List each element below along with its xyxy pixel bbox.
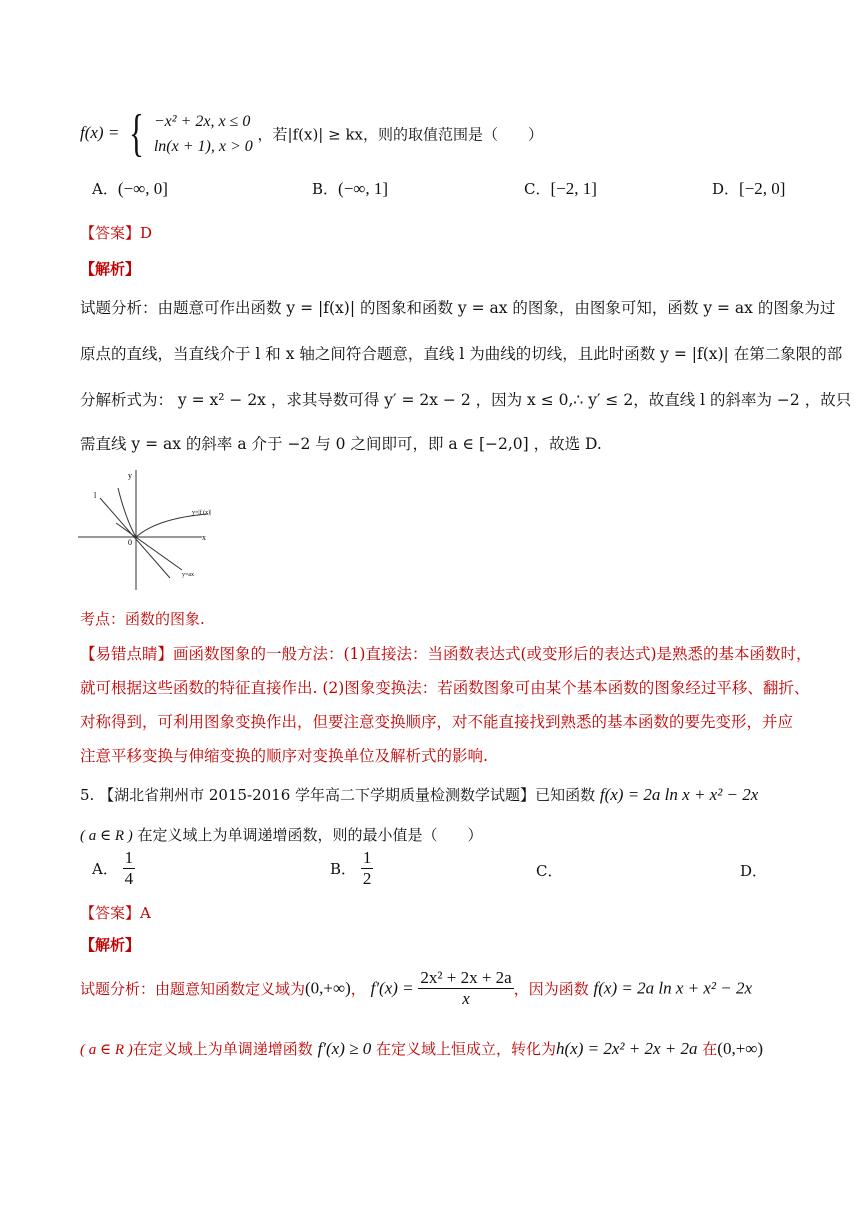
q4-function-definition [80, 105, 544, 162]
line-y-ax [116, 523, 182, 570]
q4-case2: ln(x + 1), x > 0 [153, 138, 253, 155]
domain-condition: ( a ∈ R ) [80, 1042, 133, 1058]
q4-brace: { [129, 105, 145, 162]
q4-answer: 【答案】D [80, 224, 153, 242]
q4-analysis-tag: 【解析】 [80, 260, 141, 278]
q5-analysis-tag: 【解析】 [80, 936, 141, 954]
q5-option-c [536, 860, 562, 881]
q5-answer: 【答案】A [80, 904, 151, 922]
h-function-expr: h(x) = 2x² + 2x + 2a [556, 1039, 698, 1058]
q4-option-b [312, 178, 388, 199]
q4-case1: −x² + 2x, x ≤ 0 [153, 113, 251, 130]
graph-label-y: y [128, 471, 132, 480]
derivative-expr: f′(x) = [370, 978, 414, 998]
option-value: [−2, 0] [739, 179, 786, 198]
q4-analysis-line-3: 分解析式为： y = x² − 2x ，求其导数可得 y′ = 2x − 2 ，因为 x ≤ 0,∴ y′ ≤ 2，故直线 l 的斜率为 −2 ，故只 [80, 391, 852, 409]
domain-expr: (0,+∞) [717, 1039, 764, 1058]
analysis-text: 试题分析：由题意知函数定义域为 [80, 980, 306, 998]
q4-analysis-line-1: 试题分析：由题意可作出函数 y = |f(x)| 的图象和函数 y = ax 的图象，由图象可知，函数 y = ax 的图象为过 [80, 299, 836, 317]
q5-stem-b: 在定义域上为单调递增函数，则的最小值是（ ） [137, 826, 483, 844]
option-label: A． [92, 180, 118, 198]
frac-num: 2x² + 2x + 2a [420, 968, 512, 987]
curve-right [136, 514, 208, 537]
analysis-text: 在定义域上恒成立，转化为 [375, 1040, 556, 1058]
frac-num: 1 [362, 848, 372, 867]
q5-stem-line-1 [80, 784, 758, 805]
frac-den: 4 [124, 869, 134, 888]
option-label: C． [536, 862, 563, 880]
option-label: C． [524, 180, 551, 198]
domain-expr: (0,+∞) [305, 978, 351, 998]
frac-num: 1 [124, 848, 134, 867]
frac-den: x [462, 989, 470, 1008]
graph-label-line: y=ax [182, 572, 195, 578]
q5-function: f(x) = 2a ln x + x² − 2x [599, 785, 759, 804]
option-fraction [361, 848, 374, 889]
q4-func-name: f(x) = [80, 123, 120, 142]
graph-label-l: l [94, 491, 97, 500]
option-fraction [123, 848, 136, 889]
q4-option-a [92, 178, 168, 199]
function-expr: f(x) = 2a ln x + x² − 2x [593, 978, 752, 998]
q4-function-graph [78, 468, 228, 592]
q5-source: 【湖北省荆州市 2015-2016 学年高二下学期质量检测数学试题】 [99, 786, 536, 804]
analysis-text: ，因为函数 [513, 980, 589, 998]
q5-domain-condition: ( a ∈ R ) [80, 828, 133, 844]
q4-yicuo-line-1: 【易错点睛】画函数图象的一般方法：(1)直接法：当函数表达式(或变形后的表达式)是熟悉的基本函数时， [80, 645, 812, 663]
graph-label-origin: 0 [128, 538, 132, 547]
frac-den: 2 [362, 869, 372, 888]
q4-analysis-line-2: 原点的直线，当直线介于 l 和 x 轴之间符合题意，直线 l 为曲线的切线，且此时函数 y = |f(x)| 在第二象限的部 [80, 345, 843, 363]
inequality-expr: f′(x) ≥ 0 [317, 1039, 372, 1058]
q5-analysis-line-1 [80, 968, 752, 1009]
option-label: B． [330, 860, 357, 878]
q5-stem-line-2 [80, 824, 483, 845]
option-value: (−∞, 1] [338, 179, 389, 198]
q4-analysis-line-4: 需直线 y = ax 的斜率 a 介于 −2 与 0 之间即可，即 a ∈ [−2,0] ，故选 D. [80, 435, 602, 453]
option-label: D． [712, 180, 740, 198]
option-value: (−∞, 0] [117, 179, 168, 198]
option-value: [−2, 1] [550, 179, 597, 198]
q5-number: 5. [80, 786, 95, 804]
q4-yicuo-line-3: 对称得到，可利用图象变换作出，但要注意变换顺序，对不能直接找到熟悉的基本函数的要先变形，并应 [80, 713, 794, 731]
analysis-text: 在 [702, 1040, 718, 1058]
analysis-text: ， [350, 980, 366, 998]
q4-yicuo-line-2: 就可根据这些函数的特征直接作出. (2)图象变换法：若函数图象可由某个基本函数的图象经过平移、翻折、 [80, 679, 810, 697]
q4-option-c [524, 178, 597, 199]
curve-left [118, 488, 136, 537]
analysis-text: 在定义域上为单调递增函数 [132, 1040, 313, 1058]
graph-label-x: x [202, 533, 206, 542]
q4-condition: ，若|f(x)| ≥ kx，则的取值范围是（ ） [257, 125, 544, 144]
q5-option-a [92, 848, 135, 889]
option-label: B． [312, 180, 339, 198]
q4-option-d [712, 178, 785, 199]
q5-option-b [330, 848, 373, 889]
q4-cases [154, 109, 253, 159]
derivative-fraction [418, 968, 513, 1009]
graph-label-curve: y=|f (x)| [192, 510, 212, 516]
q4-yicuo-line-4: 注意平移变换与伸缩变换的顺序对变换单位及解析式的影响. [80, 747, 488, 765]
option-label: A． [92, 860, 118, 878]
q4-kaodian: 考点：函数的图象. [80, 610, 205, 628]
tangent-line-l [100, 498, 170, 578]
q5-stem-a: 已知函数 [535, 786, 596, 804]
q5-analysis-line-2 [80, 1038, 763, 1059]
q5-option-d [740, 860, 767, 881]
option-label: D． [740, 862, 768, 880]
